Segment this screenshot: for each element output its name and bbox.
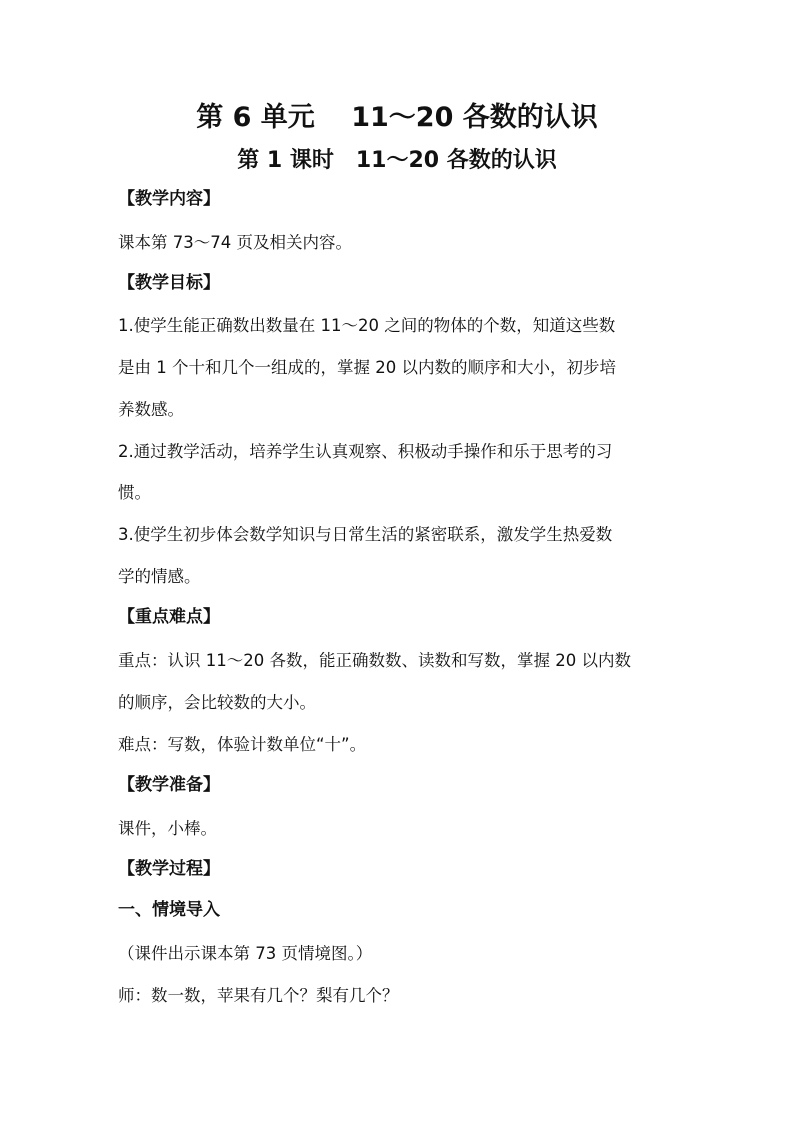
goal-2-line-2: 惯。 <box>118 483 151 502</box>
key-point-line-1: 重点：认识 11～20 各数，能正确数数、读数和写数，掌握 20 以内数 <box>118 651 631 670</box>
difficulty-line: 难点：写数，体验计数单位“十”。 <box>118 735 367 754</box>
goal-1-line-2: 是由 1 个十和几个一组成的，掌握 20 以内数的顺序和大小，初步培 <box>118 358 616 377</box>
content-text: 课本第 73～74 页及相关内容。 <box>118 233 352 252</box>
lesson-subtitle: 第 1 课时 11～20 各数的认识 <box>237 148 557 173</box>
section-heading-preparation: 【教学准备】 <box>118 775 220 795</box>
goal-3-line-2: 学的情感。 <box>118 567 201 586</box>
step-1-question: 师：数一数，苹果有几个？梨有几个？ <box>118 986 399 1005</box>
goal-1-line-3: 养数感。 <box>118 400 184 419</box>
section-heading-content: 【教学内容】 <box>118 189 220 209</box>
goal-2-line-1: 2.通过教学活动，培养学生认真观察、积极动手操作和乐于思考的习 <box>118 442 613 461</box>
step-1-note: （课件出示课本第 73 页情境图。） <box>118 944 373 963</box>
section-heading-process: 【教学过程】 <box>118 859 220 879</box>
page-title: 第 6 单元 11～20 各数的认识 <box>196 102 598 133</box>
goal-1-line-1: 1.使学生能正确数出数量在 11～20 之间的物体的个数，知道这些数 <box>118 316 616 335</box>
key-point-line-2: 的顺序，会比较数的大小。 <box>118 693 316 712</box>
section-heading-goals: 【教学目标】 <box>118 273 220 293</box>
step-1-heading: 一、情境导入 <box>118 900 220 920</box>
preparation-text: 课件，小棒。 <box>118 819 217 838</box>
section-heading-key-points: 【重点难点】 <box>118 607 220 627</box>
goal-3-line-1: 3.使学生初步体会数学知识与日常生活的紧密联系，激发学生热爱数 <box>118 525 613 544</box>
